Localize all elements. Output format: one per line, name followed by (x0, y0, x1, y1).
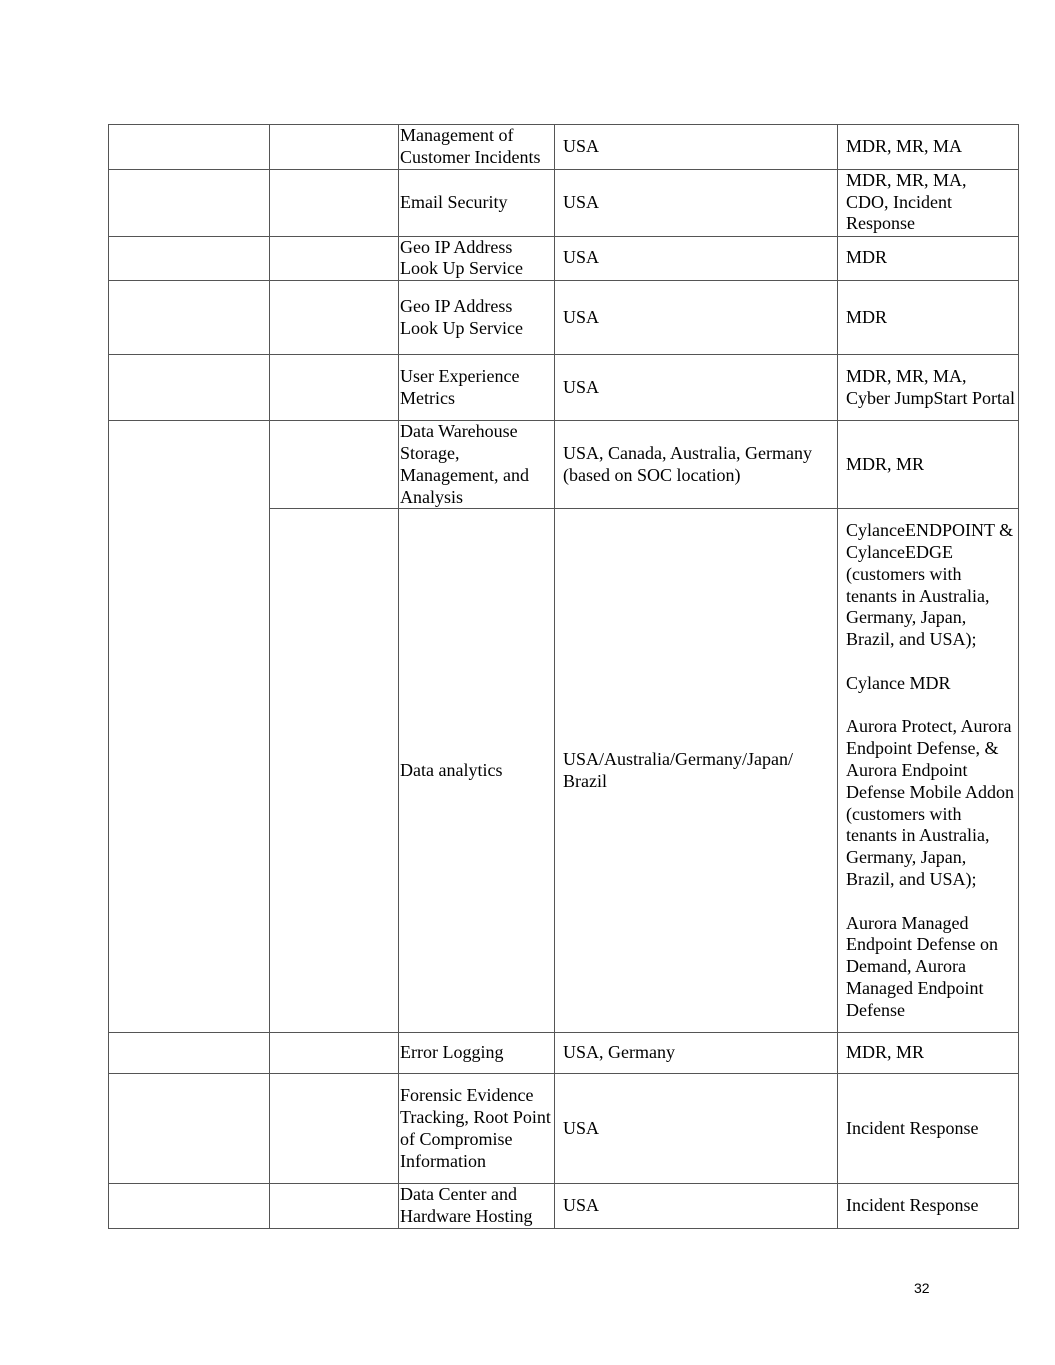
products-cell: MDR, MR (838, 421, 1019, 509)
location-cell: USA (555, 281, 838, 355)
location-cell: USA/Australia/Germany/Japan/ Brazil (555, 509, 838, 1033)
table-row (109, 236, 1019, 281)
table-row (109, 355, 1019, 421)
products-cell: Incident Response (838, 1184, 1019, 1229)
empty-cell (270, 125, 399, 170)
service-cell: Email Security (399, 169, 555, 236)
location-cell: USA (555, 169, 838, 236)
service-cell: Geo IP Address Look Up Service (399, 281, 555, 355)
service-cell: User Experience Metrics (399, 355, 555, 421)
location-cell: USA (555, 1184, 838, 1229)
empty-cell (109, 355, 270, 421)
service-cell: Data analytics (399, 509, 555, 1033)
location-cell: USA (555, 236, 838, 281)
location-cell: USA, Germany (555, 1033, 838, 1074)
table-row (109, 1033, 1019, 1074)
products-cell: MDR, MR (838, 1033, 1019, 1074)
empty-cell (270, 355, 399, 421)
empty-cell (109, 125, 270, 170)
subprocessor-table (108, 124, 1019, 1229)
empty-cell (270, 421, 399, 509)
location-cell: USA (555, 125, 838, 170)
products-cell: MDR, MR, MA, CDO, Incident Response (838, 169, 1019, 236)
products-cell: MDR, MR, MA, Cyber JumpStart Portal (838, 355, 1019, 421)
table-row (109, 1074, 1019, 1184)
service-cell: Management of Customer Incidents (399, 125, 555, 170)
location-cell: USA (555, 1074, 838, 1184)
empty-cell (109, 1074, 270, 1184)
empty-cell (270, 1074, 399, 1184)
empty-cell (270, 509, 399, 1033)
table-row (109, 169, 1019, 236)
empty-cell (270, 1033, 399, 1074)
empty-cell (270, 1184, 399, 1229)
empty-cell (270, 236, 399, 281)
empty-cell (109, 1033, 270, 1074)
table-row (109, 281, 1019, 355)
table-row (109, 1184, 1019, 1229)
products-cell: Incident Response (838, 1074, 1019, 1184)
products-cell: MDR, MR, MA (838, 125, 1019, 170)
service-cell: Error Logging (399, 1033, 555, 1074)
products-cell: MDR (838, 236, 1019, 281)
table-row (109, 421, 1019, 509)
service-cell: Geo IP Address Look Up Service (399, 236, 555, 281)
empty-cell (109, 281, 270, 355)
empty-cell (109, 1184, 270, 1229)
empty-cell (109, 169, 270, 236)
page-number: 32 (914, 1280, 930, 1296)
service-cell: Data Warehouse Storage, Management, and Analysis (399, 421, 555, 509)
empty-cell (270, 169, 399, 236)
location-cell: USA, Canada, Australia, Germany (based on SOC location) (555, 421, 838, 509)
table-row (109, 125, 1019, 170)
location-cell: USA (555, 355, 838, 421)
service-cell: Forensic Evidence Tracking, Root Point of Compromise Information (399, 1074, 555, 1184)
products-cell: MDR (838, 281, 1019, 355)
service-cell: Data Center and Hardware Hosting (399, 1184, 555, 1229)
empty-cell (270, 281, 399, 355)
empty-cell (109, 421, 270, 1033)
empty-cell (109, 236, 270, 281)
products-cell: CylanceENDPOINT & CylanceEDGE (customers with tenants in Australia, Germany, Japan, Brazil, and USA); Cylance MDR Aurora Protect, Aurora Endpoint Defense, & Aurora Endpoint Defense Mobile Addon (customers with tenants in Australia, Germany, Japan, Brazil, and USA); Aurora Managed Endpoint Defense on Demand, Aurora Managed Endpoint Defense (838, 509, 1019, 1033)
